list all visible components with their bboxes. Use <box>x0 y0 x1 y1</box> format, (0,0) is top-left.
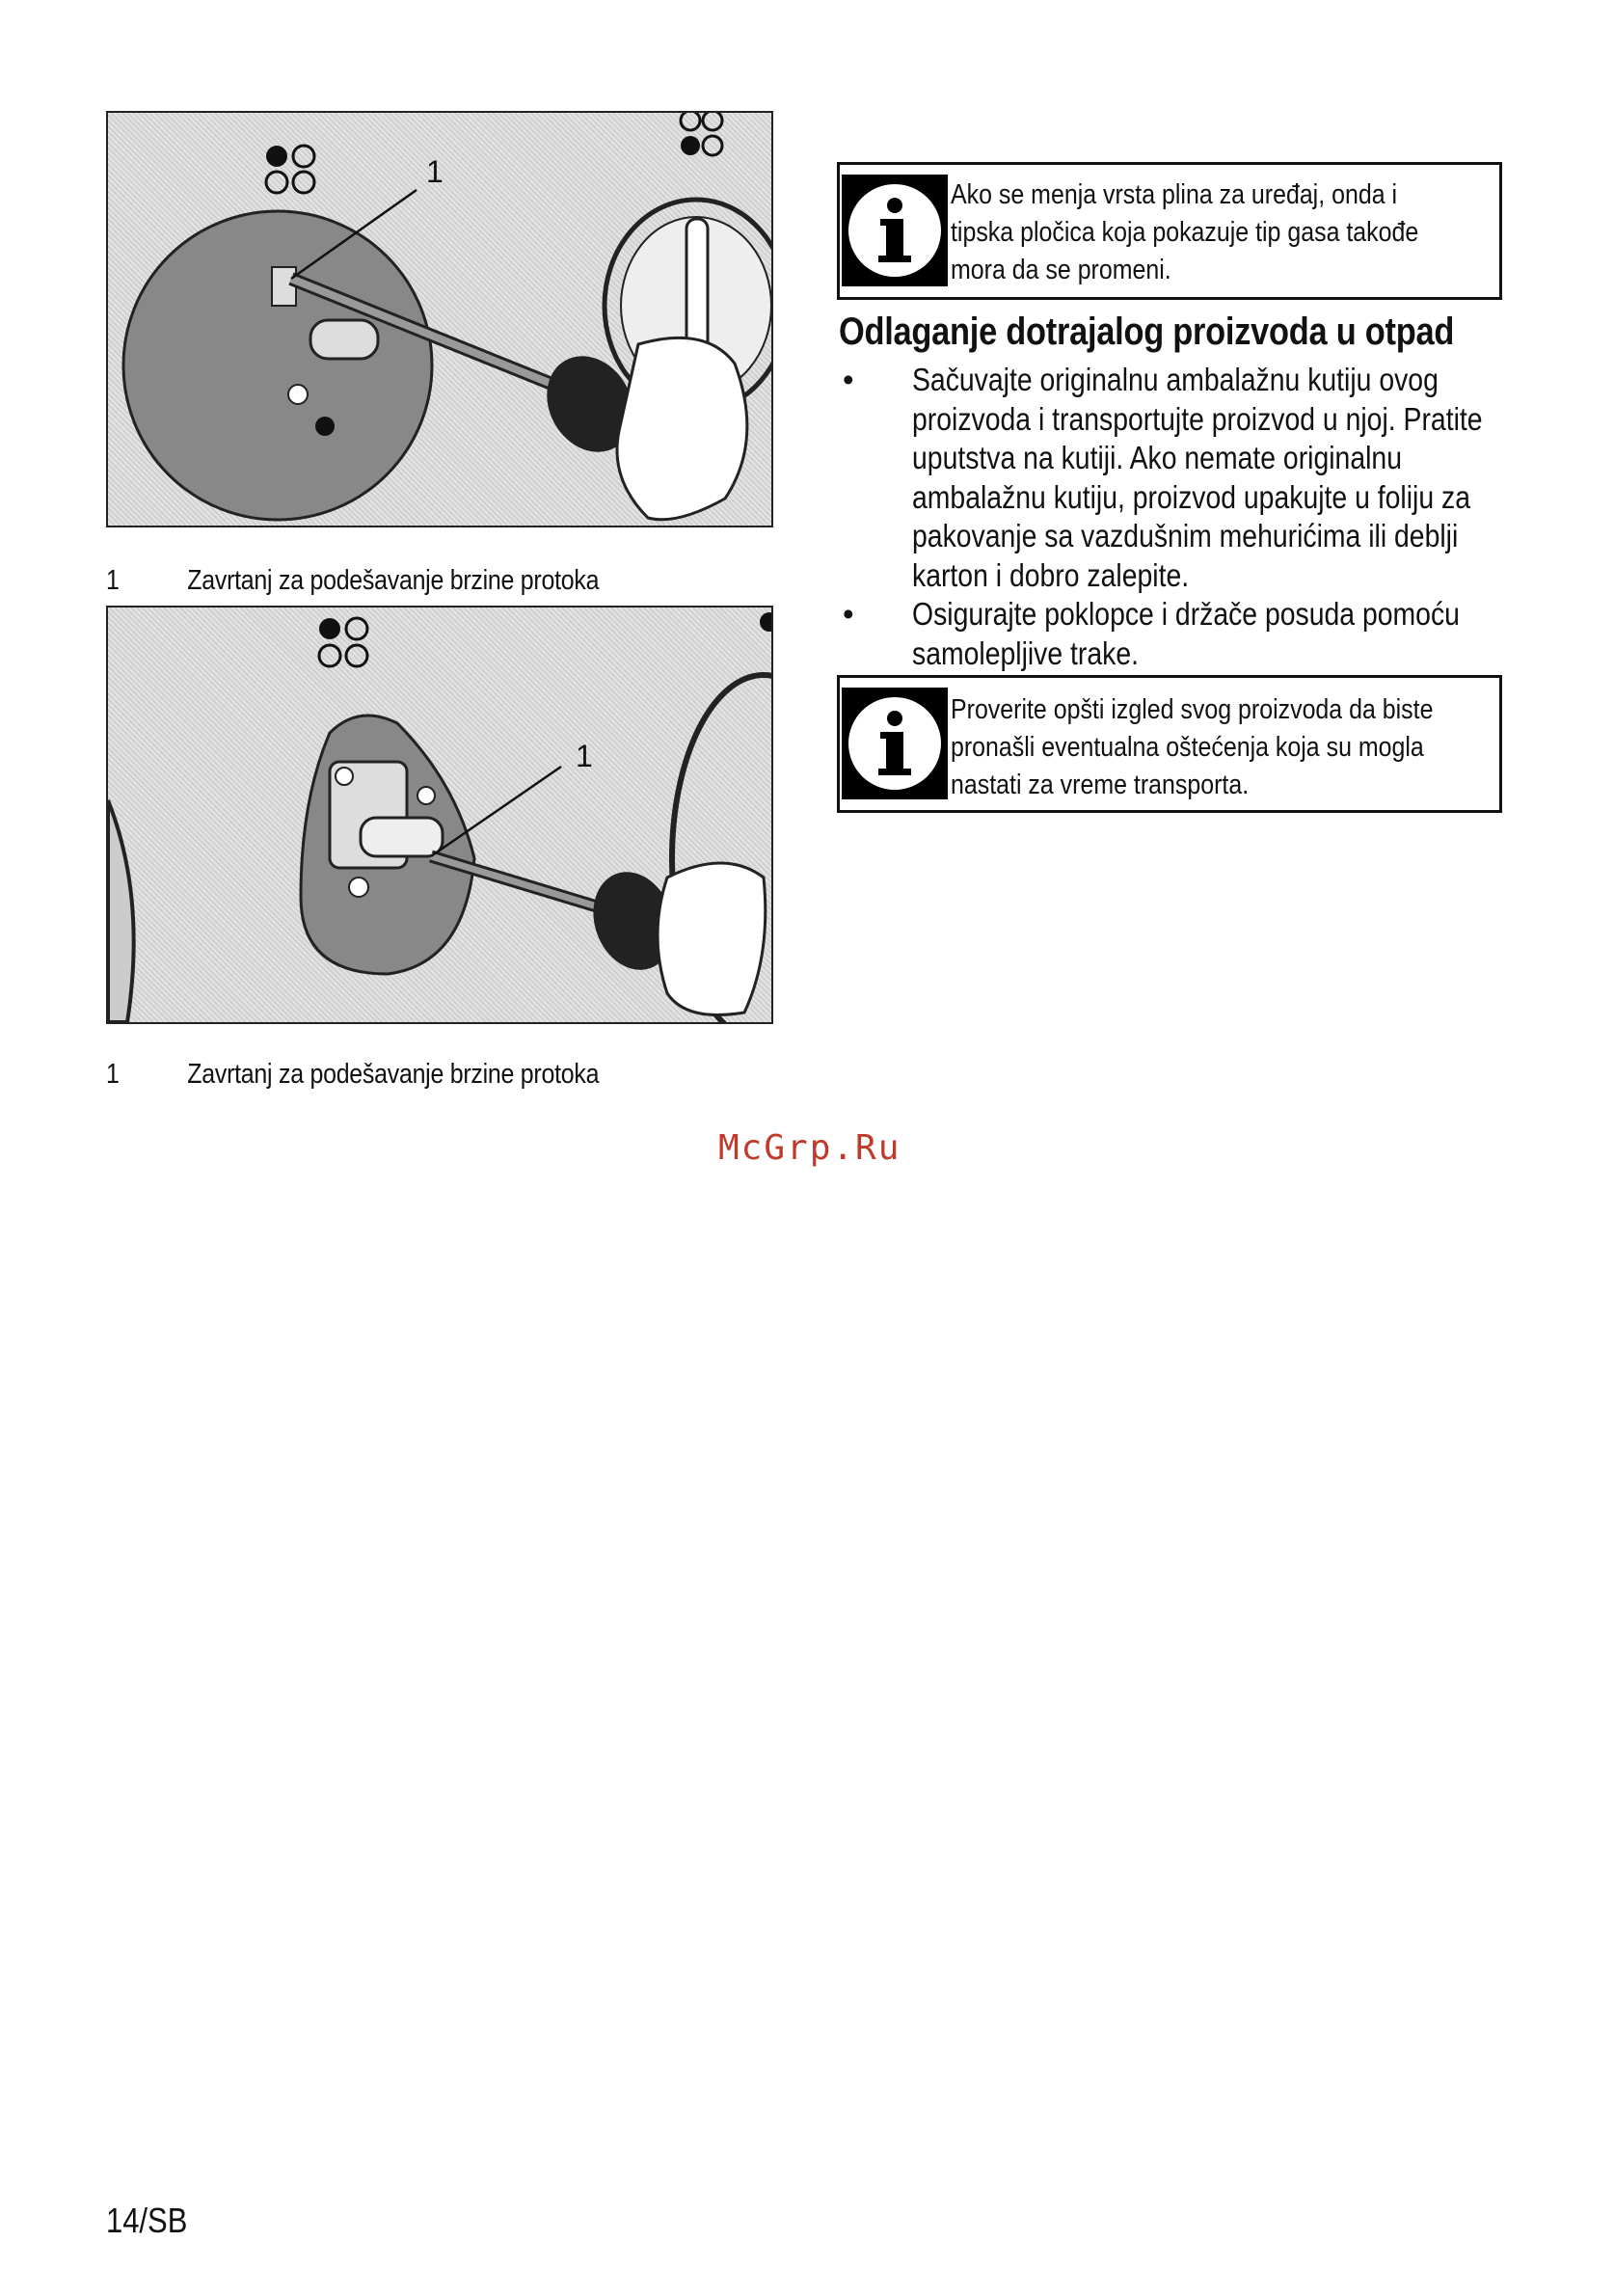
list-item <box>839 361 1575 595</box>
burner-adjust-illustration-1 <box>108 113 771 526</box>
list-item-line: proizvoda i transportujte proizvod u njoj. Pratite <box>912 400 1483 437</box>
info-line: Ako se menja vrsta plina za uređaj, onda i <box>951 179 1398 210</box>
list-item-line: ambalažnu kutiju, proizvod upakujte u foliju za <box>912 478 1470 515</box>
callout-label-bottom: 1 <box>576 739 593 773</box>
bullet-glyph: • <box>843 596 854 632</box>
list-item-line: karton i dobro zalepite. <box>912 556 1190 593</box>
list-item-line: Sačuvajte originalnu ambalažnu kutiju ovog <box>912 362 1439 397</box>
info-line: tipska pločica koja pokazuje tip gasa takođe <box>951 217 1419 248</box>
list-item-line: samolepljive trake. <box>912 635 1140 671</box>
bullet-glyph: • <box>843 362 854 397</box>
info-line: nastati za vreme transporta. <box>951 770 1250 800</box>
caption-top-text: Zavrtanj za podešavanje brzine protoka <box>187 565 600 596</box>
info-line: Proverite opšti izgled svog proizvoda da biste <box>951 694 1434 725</box>
info-box-gas-change <box>837 162 1502 300</box>
info-box-inspect-damage <box>837 675 1502 813</box>
list-item-line: uputstva na kutiji. Ako nemate originalnu <box>912 440 1403 475</box>
figure-bottom <box>106 606 773 1024</box>
info-box-inspect-damage-text <box>951 691 1433 804</box>
burner-adjust-illustration-2 <box>108 608 771 1022</box>
disposal-instructions-list <box>839 361 1575 673</box>
callout-label-top: 1 <box>426 154 444 189</box>
page-number: 14/SB <box>106 2201 188 2240</box>
watermark-link[interactable]: McGrp.Ru <box>718 1128 901 1168</box>
info-icon <box>842 688 948 799</box>
info-line: mora da se promeni. <box>951 255 1171 285</box>
caption-top <box>106 565 599 597</box>
caption-top-num: 1 <box>106 565 120 596</box>
figure-top <box>106 111 773 527</box>
info-box-gas-change-text <box>951 176 1418 289</box>
section-heading: Odlaganje dotrajalog proizvoda u otpad <box>839 311 1455 353</box>
list-item <box>839 595 1575 673</box>
caption-bottom-num: 1 <box>106 1059 120 1090</box>
list-item-line: pakovanje sa vazdušnim mehurićima ili deblji <box>912 518 1459 554</box>
list-item-line: Osigurajte poklopce i držače posuda pomoću <box>912 596 1460 632</box>
caption-bottom <box>106 1059 599 1091</box>
caption-bottom-text: Zavrtanj za podešavanje brzine protoka <box>187 1059 600 1090</box>
info-line: pronašli eventualna oštećenja koja su mogla <box>951 732 1424 763</box>
info-icon <box>842 175 948 286</box>
